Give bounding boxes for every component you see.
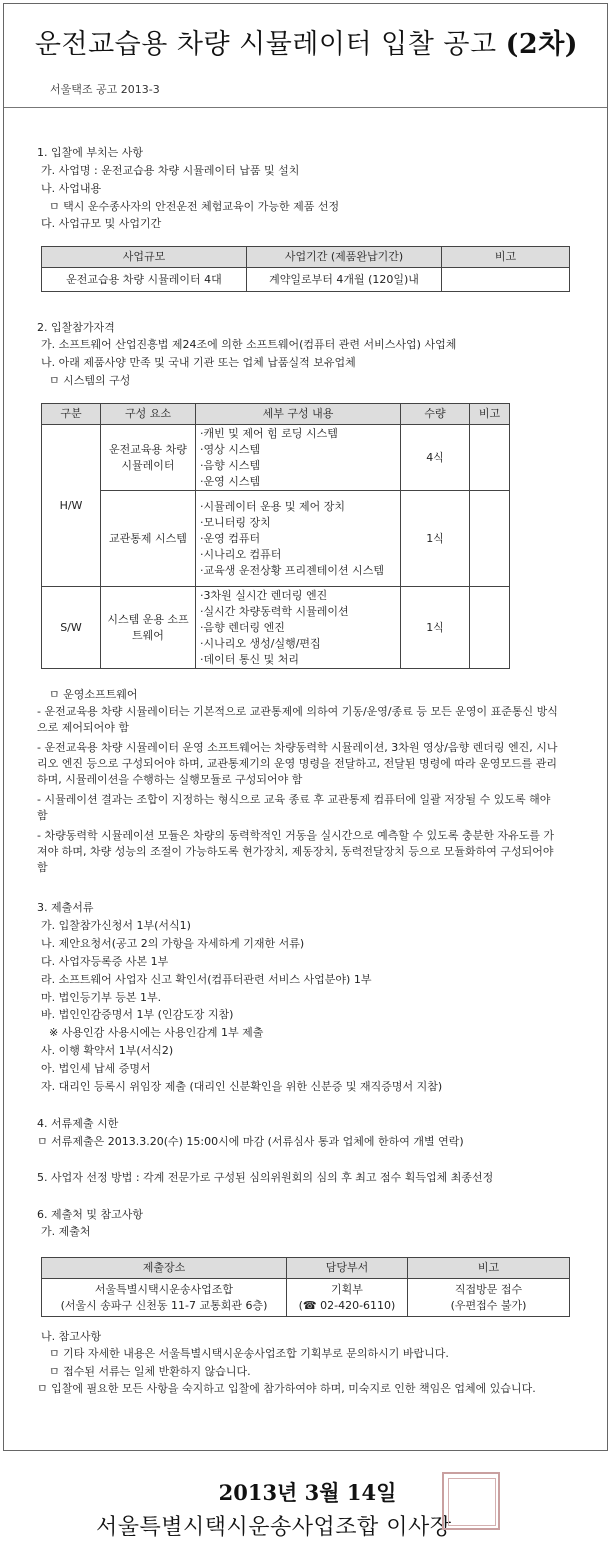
doc-item: 가. 입찰참가신청서 1부(서식1) xyxy=(41,919,191,932)
doc-item: 다. 사업자등록증 사본 1부 xyxy=(41,955,169,968)
table-header: 비고 xyxy=(442,247,570,268)
software-bullet: - 운전교육용 차량 시뮬레이터는 기본적으로 교관통제에 의하여 기동/운영/종료 등 모든 운영이 표준통신 방식으로 제어되어야 함 xyxy=(37,705,558,734)
list-item: ·시나리오 컴퓨터 xyxy=(200,547,282,561)
section6-final: ㅁ 입찰에 필요한 모든 사항을 숙지하고 입찰에 참가하여야 하며, 미숙지로 인한 책임은 업체에 있습니다. xyxy=(37,1382,536,1395)
note-cell xyxy=(470,587,510,669)
section5-text: 5. 사업자 선정 방법 : 각계 전문가로 구성된 심의위원회의 심의 후 최고 점수 획득업체 최종선정 xyxy=(37,1171,494,1184)
section6-a: 가. 제출처 xyxy=(41,1225,91,1238)
category-hw: H/W xyxy=(42,425,101,587)
section2-b1: ㅁ 시스템의 구성 xyxy=(49,374,131,387)
notice-frame xyxy=(3,3,608,1451)
table-header: 구성 요소 xyxy=(101,404,196,425)
list-item: ·교육생 운전상황 프리젠테이션 시스템 xyxy=(200,563,385,577)
note-cell xyxy=(408,1279,570,1317)
list-item: ·시나리오 생성/실행/편집 xyxy=(200,636,321,650)
business-scale-table xyxy=(41,246,570,292)
list-item: ·실시간 차량동력학 시뮬레이션 xyxy=(200,604,349,618)
place-cell xyxy=(42,1279,287,1317)
page-title xyxy=(4,22,609,61)
list-item: ·음향 시스템 xyxy=(200,458,261,472)
list-item: ·시뮬레이터 운용 및 제어 장치 xyxy=(200,499,345,513)
software-bullet: - 시뮬레이션 결과는 조합이 지정하는 형식으로 교육 종료 후 교관통제 컴퓨터에 일괄 저장될 수 있도록 해야 함 xyxy=(37,793,551,822)
doc-item: 나. 제안요청서(공고 2의 가항을 자세하게 기재한 서류) xyxy=(41,937,305,950)
table-header: 제출장소 xyxy=(42,1258,287,1279)
software-heading: ㅁ 운영소프트웨어 xyxy=(49,688,138,701)
doc-item: 바. 법인인감증명서 1부 (인감도장 지참) xyxy=(41,1008,234,1021)
note-line: (우편접수 불가) xyxy=(450,1298,527,1312)
detail-cell xyxy=(196,425,401,491)
table-header: 비고 xyxy=(408,1258,570,1279)
software-bullet: - 차량동력학 시뮬레이션 모듈은 차량의 동력학적인 거동을 실시간으로 예측할 수 있도록 충분한 자유도를 가져야 하며, 차량 성능의 조절이 가능하도록 현가장치, 제동장치, 동력전달장치 등으로 모듈화하여 구성되어야 함 xyxy=(37,829,554,874)
detail-cell xyxy=(196,491,401,587)
list-item: ·음향 렌더링 엔진 xyxy=(200,620,285,634)
table-cell: 계약일로부터 4개월 (120일)내 xyxy=(247,268,442,292)
software-bullet: - 운전교육용 차량 시뮬레이터 운영 소프트웨어는 차량동력학 시뮬레이션, 3차원 영상/음향 렌더링 엔진, 시나리오 엔진 등으로 구성되어야 하며, 교관통제기의 운영 명령을 전달하고, 전달된 명령에 따라 운영모드를 관리하며, 시뮬레이션을 수행하는 실행모듈로 구성되어야 함 xyxy=(37,741,558,786)
place-name: 서울특별시택시운송사업조합 xyxy=(94,1282,234,1296)
note-line: 직접방문 접수 xyxy=(454,1282,523,1296)
list-item: ·모니터링 장치 xyxy=(200,515,271,529)
table-header: 사업규모 xyxy=(42,247,247,268)
quantity-cell: 4식 xyxy=(401,425,470,491)
list-item: ·3차원 실시간 렌더링 엔진 xyxy=(200,588,328,602)
doc-item: 라. 소프트웨어 사업자 신고 확인서(컴퓨터관련 서비스 사업분야) 1부 xyxy=(41,973,372,986)
notice-date: 2013년 3월 14일 xyxy=(218,1480,397,1505)
table-header: 세부 구성 내용 xyxy=(196,404,401,425)
section2-heading: 2. 입찰참가자격 xyxy=(37,321,115,334)
official-seal-icon xyxy=(442,1472,500,1530)
doc-item: 마. 법인등기부 등본 1부. xyxy=(41,991,162,1004)
doc-item: 자. 대리인 등록시 위임장 제출 (대리인 신분확인을 위한 신분증 및 재직증명서 지참) xyxy=(41,1080,443,1093)
category-sw: S/W xyxy=(42,587,101,669)
detail-cell xyxy=(196,587,401,669)
section1-b: 나. 사업내용 xyxy=(41,182,102,195)
table-header: 담당부서 xyxy=(287,1258,408,1279)
doc-item: 사. 이행 확약서 1부(서식2) xyxy=(41,1044,174,1057)
place-address: (서울시 송파구 신천동 11-7 교통회관 6층) xyxy=(60,1298,268,1312)
quantity-cell: 1식 xyxy=(401,587,470,669)
dept-phone: (☎ 02-420-6110) xyxy=(298,1298,396,1312)
note-cell xyxy=(470,425,510,491)
system-composition-table xyxy=(41,403,510,669)
section6-b: 나. 참고사항 xyxy=(41,1330,102,1343)
table-header: 사업기간 (제품완납기간) xyxy=(247,247,442,268)
doc-item: 아. 법인세 납세 증명서 xyxy=(41,1062,151,1075)
table-header: 구분 xyxy=(42,404,101,425)
section1-a: 가. 사업명 : 운전교습용 차량 시뮬레이터 납품 및 설치 xyxy=(41,164,300,177)
section2-b: 나. 아래 제품사양 만족 및 국내 기관 또는 업체 납품실적 보유업체 xyxy=(41,356,356,369)
section1-b1: ㅁ 택시 운수종사자의 안전운전 체험교육이 가능한 제품 선정 xyxy=(49,200,340,213)
section4-text: ㅁ 서류제출은 2013.3.20(수) 15:00시에 마감 (서류심사 통과 업체에 한하여 개별 연락) xyxy=(37,1135,464,1148)
quantity-cell: 1식 xyxy=(401,491,470,587)
issuer-name: 서울특별시택시운송사업조합 이사장 xyxy=(96,1515,452,1540)
component-cell: 시스템 운용 소프트웨어 xyxy=(101,587,196,669)
section1-heading: 1. 입찰에 부치는 사항 xyxy=(37,146,143,159)
component-cell: 교관통제 시스템 xyxy=(101,491,196,587)
section3-heading: 3. 제출서류 xyxy=(37,901,94,914)
list-item: ·캐빈 및 제어 힘 로딩 시스템 xyxy=(200,426,338,440)
dept-cell xyxy=(287,1279,408,1317)
list-item: ·운영 시스템 xyxy=(200,474,261,488)
section6-heading: 6. 제출처 및 참고사항 xyxy=(37,1208,143,1221)
section6-b2: ㅁ 접수된 서류는 일체 반환하지 않습니다. xyxy=(49,1365,251,1378)
section4-heading: 4. 서류제출 시한 xyxy=(37,1117,119,1130)
table-cell xyxy=(442,268,570,292)
table-header: 수량 xyxy=(401,404,470,425)
header-divider xyxy=(4,107,607,108)
dept-name: 기획부 xyxy=(331,1282,363,1296)
section2-a: 가. 소프트웨어 산업진흥법 제24조에 의한 소프트웨어(컴퓨터 관련 서비스사업) 사업체 xyxy=(41,338,457,351)
note-cell xyxy=(470,491,510,587)
component-cell: 운전교육용 차량 시뮬레이터 xyxy=(101,425,196,491)
list-item: ·영상 시스템 xyxy=(200,442,261,456)
list-item: ·데이터 통신 및 처리 xyxy=(200,652,299,666)
section1-c: 다. 사업규모 및 사업기간 xyxy=(41,217,162,230)
title-suffix: (2차) xyxy=(505,29,579,60)
table-cell: 운전교습용 차량 시뮬레이터 4대 xyxy=(42,268,247,292)
doc-item-note: ※ 사용인감 사용시에는 사용인감계 1부 제출 xyxy=(49,1026,264,1039)
list-item: ·운영 컴퓨터 xyxy=(200,531,261,545)
title-main: 운전교습용 차량 시뮬레이터 입찰 공고 xyxy=(34,29,497,60)
section6-b1: ㅁ 기타 자세한 내용은 서울특별시택시운송사업조합 기획부로 문의하시기 바랍니다. xyxy=(49,1347,449,1360)
table-header: 비고 xyxy=(470,404,510,425)
submission-table xyxy=(41,1257,570,1317)
doc-number: 서울택조 공고 2013-3 xyxy=(50,83,160,96)
